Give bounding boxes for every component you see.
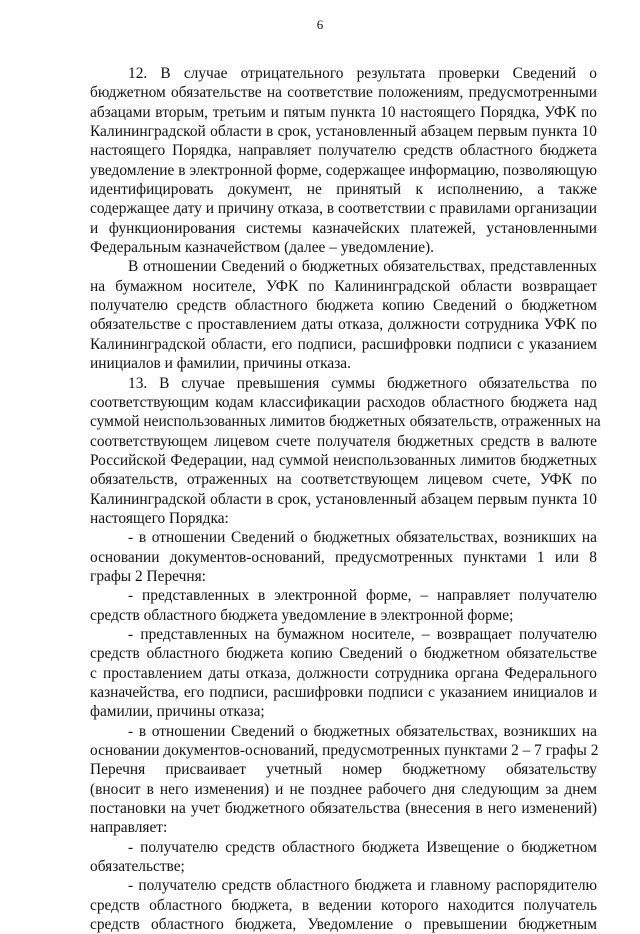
text-line: фамилии, причины отказа; [90, 703, 265, 721]
text-line: Перечня присваивает учетный номер бюджетному обязательству [90, 761, 597, 779]
text-line: графы 2 Перечня: [90, 567, 206, 585]
text-line: 12. В случае отрицательного результата проверки Сведений о [128, 65, 597, 82]
text-line: инициалов и фамилии, причины отказа. [90, 355, 351, 373]
text-line: Федеральным казначейством (далее – уведомление). [90, 239, 435, 257]
text-line: настоящего Порядка, направляет получателю средств областного бюджета [90, 142, 597, 160]
text-line: получателю средств областного бюджета копию Сведений о бюджетном [90, 297, 597, 315]
text-line: Калининградской области, его подписи, расшифровки подписи с указанием [90, 335, 597, 353]
text-line: содержащее дату и причину отказа, в соответствии с правилами организации [90, 200, 597, 218]
text-line: уведомление в электронной форме, содержащее информацию, позволяющую [90, 161, 597, 179]
text-line: соответствующим кодам классификации расходов областного бюджета над [90, 393, 597, 411]
text-line: - представленных в электронной форме, – направляет получателю [128, 587, 597, 605]
text-line: В отношении Сведений о бюджетных обязательствах, представленных [128, 258, 597, 276]
text-line: обязательстве с проставлением даты отказа, должности сотрудника УФК по [90, 316, 597, 334]
text-line: с проставлением даты отказа, должности сотрудника органа Федерального [90, 664, 597, 682]
text-line: основании документов-оснований, предусмотренных пунктами 1 или 8 [90, 548, 597, 566]
paragraph [90, 528, 597, 586]
text-line: основании документов-оснований, предусмотренных пунктами 2 – 7 графы 2 [90, 742, 599, 760]
text-line: средств областного бюджета уведомление в электронной форме; [90, 606, 514, 624]
text-line: казначейства, его подписи, расшифровки подписи с указанием инициалов и [90, 684, 597, 701]
text-line: абзацами вторым, третьим и пятым пункта 10 настоящего Порядка, УФК по [90, 103, 597, 121]
text-line: соответствующем лицевом счете получателя бюджетных средств в валюте [90, 432, 597, 450]
text-line: - представленных на бумажном носителе, – возвращает получателю [128, 625, 597, 643]
text-line: и функционирования системы казначейских платежей, установленными [90, 219, 597, 237]
document-body [90, 64, 601, 934]
text-line: идентифицировать документ, не принятый к исполнению, а также [90, 181, 597, 199]
text-line: суммой неиспользованных лимитов бюджетных обязательств, отраженных на [90, 413, 601, 431]
paragraph [90, 838, 597, 877]
text-line: направляет: [90, 819, 168, 837]
paragraph [90, 722, 597, 838]
paragraph [90, 64, 597, 257]
text-line: Калининградской области в срок, установленный абзацем первым пункта 10 [90, 123, 597, 141]
paragraph [90, 625, 597, 722]
text-line: - в отношении Сведений о бюджетных обязательствах, возникших на [128, 529, 597, 547]
text-line: средств областного бюджета, Уведомление о превышении бюджетным [90, 916, 597, 934]
paragraph [90, 257, 597, 373]
text-line: на бумажном носителе, УФК по Калининградской области возвращает [90, 277, 597, 295]
paragraph [90, 876, 597, 934]
text-line: постановки на учет бюджетного обязательства (внесения в него изменений) [90, 800, 597, 818]
paragraph [90, 374, 601, 529]
text-line: обязательств, отраженных на соответствующем лицевом счете, УФК по [90, 471, 597, 489]
text-line: - в отношении Сведений о бюджетных обязательствах, возникших на [128, 722, 597, 740]
paragraph [90, 586, 597, 625]
text-line: Калининградской области в срок, установленный абзацем первым пункта 10 [90, 490, 597, 508]
text-line: Российской Федерации, над суммой неиспользованных лимитов бюджетных [90, 451, 597, 469]
text-line: средств областного бюджета, в ведении которого находится получатель [90, 896, 597, 914]
text-line: бюджетном обязательстве на соответствие положениям, предусмотренными [90, 84, 597, 102]
text-line: - получателю средств областного бюджета и главному распорядителю [128, 877, 597, 895]
text-line: - получателю средств областного бюджета Извещение о бюджетном [128, 838, 597, 856]
text-line: (вносит в него изменения) и не позднее рабочего дня следующим за днем [90, 780, 597, 798]
text-line: 13. В случае превышения суммы бюджетного обязательства по [128, 374, 597, 392]
page-number: 6 [316, 17, 324, 32]
text-line: настоящего Порядка: [90, 509, 229, 527]
text-line: средств областного бюджета копию Сведений о бюджетном обязательстве [90, 645, 597, 663]
text-line: обязательстве; [90, 858, 185, 876]
